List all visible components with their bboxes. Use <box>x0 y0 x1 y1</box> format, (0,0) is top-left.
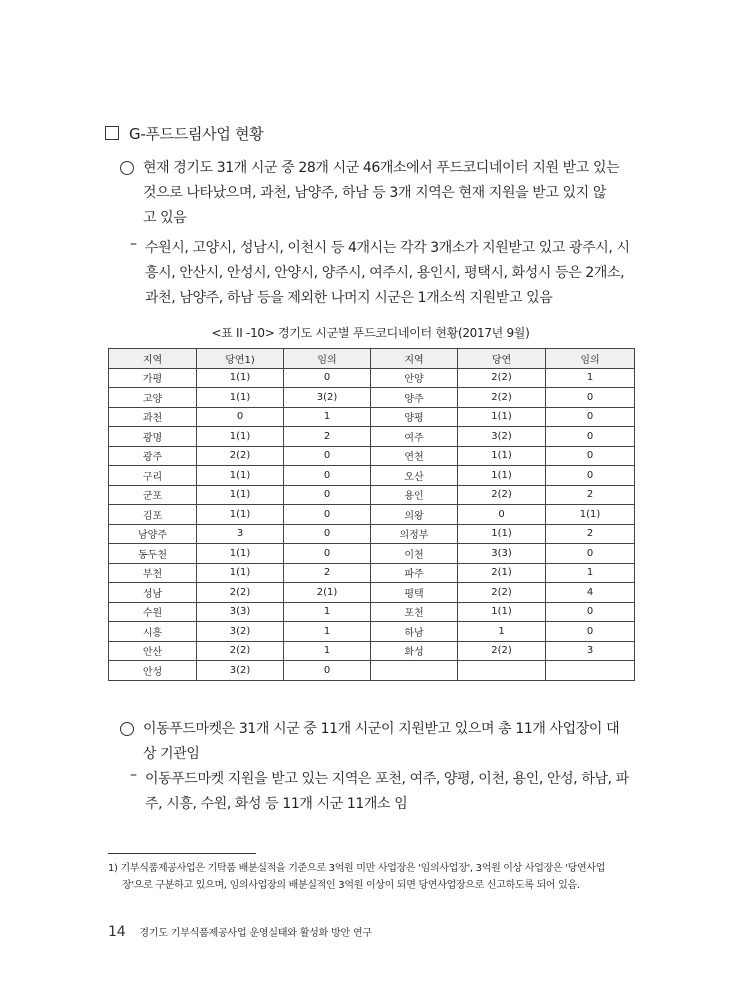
table-cell: 0 <box>284 485 371 505</box>
table-cell: 2(2) <box>458 388 546 408</box>
table-row <box>109 466 635 486</box>
table-row <box>109 505 635 525</box>
table-cell: 0 <box>546 407 635 427</box>
section-title: G-푸드드림사업 현황 <box>129 125 264 143</box>
column-header: 임의 <box>284 349 371 369</box>
table-header-row <box>109 349 635 369</box>
table-cell: 0 <box>284 544 371 564</box>
column-header: 당연1) <box>197 349 284 369</box>
table-cell: 화성 <box>371 641 458 661</box>
table-cell: 2(2) <box>458 583 546 603</box>
table-cell: 3 <box>197 524 284 544</box>
running-title: 경기도 기부식품제공사업 운영실태와 활성화 방안 연구 <box>139 928 372 939</box>
table-cell: 1(1) <box>546 505 635 525</box>
table-cell: 2 <box>546 485 635 505</box>
table-cell: 평택 <box>371 583 458 603</box>
table-cell: 1(1) <box>458 602 546 622</box>
table-cell: 구리 <box>109 466 197 486</box>
table-cell: 0 <box>458 505 546 525</box>
table-cell: 3(2) <box>197 622 284 642</box>
table-cell: 1(1) <box>458 466 546 486</box>
table-cell: 3(2) <box>284 388 371 408</box>
footnote <box>108 860 638 894</box>
table-cell: 1 <box>284 622 371 642</box>
table-cell: 1(1) <box>197 485 284 505</box>
table-cell: 의정부 <box>371 524 458 544</box>
table-cell: 광명 <box>109 427 197 447</box>
table-cell: 양평 <box>371 407 458 427</box>
table-cell: 안산 <box>109 641 197 661</box>
table-cell: 0 <box>284 505 371 525</box>
table-row <box>109 622 635 642</box>
footnote-line: 1) 기부식품제공사업은 기탁품 배분실적을 기준으로 3억원 미만 사업장은 '임의사업장', 3억원 이상 사업장은 '당연사업 <box>108 863 606 874</box>
square-bullet-icon <box>105 126 119 140</box>
table-cell: 1 <box>284 407 371 427</box>
table-cell: 이천 <box>371 544 458 564</box>
paragraph-line: 주, 시흥, 수원, 화성 등 11개 시군 11개소 임 <box>145 796 408 812</box>
table-cell: 2(1) <box>458 563 546 583</box>
table-cell: 의왕 <box>371 505 458 525</box>
table-cell <box>458 661 546 681</box>
table-cell: 2(2) <box>458 641 546 661</box>
table-cell: 0 <box>546 622 635 642</box>
table-cell: 2 <box>546 524 635 544</box>
table-row <box>109 602 635 622</box>
table-row <box>109 563 635 583</box>
table-cell: 안양 <box>371 368 458 388</box>
table-cell: 2(1) <box>284 583 371 603</box>
table-cell: 1 <box>458 622 546 642</box>
table-cell: 하남 <box>371 622 458 642</box>
table-row <box>109 446 635 466</box>
table-cell: 1 <box>546 563 635 583</box>
table-cell: 4 <box>546 583 635 603</box>
table-cell: 용인 <box>371 485 458 505</box>
circle-bullet-icon <box>120 722 134 736</box>
table-cell: 1(1) <box>458 407 546 427</box>
table-row <box>109 524 635 544</box>
table-cell: 광주 <box>109 446 197 466</box>
paragraph-line: 현재 경기도 31개 시군 중 28개 시군 46개소에서 푸드코디네이터 지원 받고 있는 <box>143 160 620 176</box>
table-cell: 3(3) <box>197 602 284 622</box>
table-cell: 김포 <box>109 505 197 525</box>
table-cell: 2(2) <box>458 485 546 505</box>
table-cell: 0 <box>284 524 371 544</box>
paragraph-line: 이동푸드마켓 지원을 받고 있는 지역은 포천, 여주, 양평, 이천, 용인, 안성, 하남, 파 <box>145 771 629 787</box>
paragraph-line: 과천, 남양주, 하남 등을 제외한 나머지 시군은 1개소씩 지원받고 있음 <box>145 290 553 306</box>
food-coordinator-table <box>108 348 635 681</box>
table-cell: 0 <box>284 466 371 486</box>
table-cell: 1(1) <box>197 388 284 408</box>
table-cell <box>546 661 635 681</box>
table-row <box>109 407 635 427</box>
table-cell: 0 <box>546 388 635 408</box>
table-row <box>109 583 635 603</box>
table-cell: 2(2) <box>197 446 284 466</box>
table-cell: 1(1) <box>197 505 284 525</box>
table-cell: 여주 <box>371 427 458 447</box>
table-cell: 2 <box>284 563 371 583</box>
table-cell: 1(1) <box>197 368 284 388</box>
table-cell: 남양주 <box>109 524 197 544</box>
table-cell: 1(1) <box>458 446 546 466</box>
table-cell: 2 <box>284 427 371 447</box>
table-cell: 0 <box>546 466 635 486</box>
table-cell: 2(2) <box>197 583 284 603</box>
paragraph-line: 상 기관임 <box>143 746 200 762</box>
table-cell: 3(3) <box>458 544 546 564</box>
table-cell: 수원 <box>109 602 197 622</box>
section-heading <box>105 123 263 144</box>
table-cell: 1 <box>546 368 635 388</box>
table-cell: 안성 <box>109 661 197 681</box>
sub-paragraph-2 <box>145 767 645 817</box>
table-cell: 0 <box>546 544 635 564</box>
table-cell: 0 <box>284 446 371 466</box>
table-cell: 1(1) <box>197 563 284 583</box>
table-caption: <표 II -10> 경기도 시군별 푸드코디네이터 현황(2017년 9월) <box>211 326 530 340</box>
dash-bullet-icon: – <box>130 767 137 783</box>
dash-bullet-icon: – <box>130 236 137 252</box>
table-cell <box>371 661 458 681</box>
table-cell: 군포 <box>109 485 197 505</box>
table-cell: 1(1) <box>197 544 284 564</box>
table-cell: 가평 <box>109 368 197 388</box>
bullet-paragraph-1 <box>143 156 643 231</box>
table-cell: 3 <box>546 641 635 661</box>
table-cell: 동두천 <box>109 544 197 564</box>
paragraph-line: 수원시, 고양시, 성남시, 이천시 등 4개시는 각각 3개소가 지원받고 있고 광주시, 시 <box>145 240 630 256</box>
sub-paragraph-1 <box>145 236 645 311</box>
table-cell: 과천 <box>109 407 197 427</box>
table-cell: 0 <box>284 368 371 388</box>
table-cell: 0 <box>284 661 371 681</box>
table-cell: 연천 <box>371 446 458 466</box>
table-cell: 성남 <box>109 583 197 603</box>
table-cell: 3(2) <box>197 661 284 681</box>
bullet-paragraph-2 <box>143 717 643 767</box>
table-row <box>109 485 635 505</box>
table-row <box>109 427 635 447</box>
footnote-line: 장'으로 구분하고 있으며, 임의사업장의 배분실적인 3억원 이상이 되면 당연사업장으로 신고하도록 되어 있음. <box>122 880 580 891</box>
footnote-rule <box>108 853 256 854</box>
table-cell: 0 <box>197 407 284 427</box>
paragraph-line: 고 있음 <box>143 210 187 226</box>
table-row <box>109 388 635 408</box>
column-header: 당연 <box>458 349 546 369</box>
column-header: 지역 <box>371 349 458 369</box>
table-cell: 부천 <box>109 563 197 583</box>
table-cell: 3(2) <box>458 427 546 447</box>
table-cell: 1(1) <box>458 524 546 544</box>
table-cell: 1(1) <box>197 466 284 486</box>
table-cell: 1 <box>284 602 371 622</box>
table-row <box>109 641 635 661</box>
table-row <box>109 544 635 564</box>
table-cell: 파주 <box>371 563 458 583</box>
table-cell: 양주 <box>371 388 458 408</box>
table-cell: 1(1) <box>197 427 284 447</box>
table-cell: 1 <box>284 641 371 661</box>
circle-bullet-icon <box>120 161 134 175</box>
table-cell: 시흥 <box>109 622 197 642</box>
column-header: 지역 <box>109 349 197 369</box>
table-cell: 오산 <box>371 466 458 486</box>
table-cell: 2(2) <box>458 368 546 388</box>
table-cell: 포천 <box>371 602 458 622</box>
page-footer <box>108 924 372 940</box>
table-cell: 2(2) <box>197 641 284 661</box>
table-cell: 0 <box>546 446 635 466</box>
paragraph-line: 흥시, 안산시, 안성시, 안양시, 양주시, 여주시, 용인시, 평택시, 화성시 등은 2개소, <box>145 265 625 281</box>
table-cell: 고양 <box>109 388 197 408</box>
table-row <box>109 368 635 388</box>
paragraph-line: 이동푸드마켓은 31개 시군 중 11개 시군이 지원받고 있으며 총 11개 사업장이 대 <box>143 721 620 737</box>
column-header: 임의 <box>546 349 635 369</box>
paragraph-line: 것으로 나타났으며, 과천, 남양주, 하남 등 3개 지역은 현재 지원을 받고 있지 않 <box>143 185 606 201</box>
table-cell: 0 <box>546 427 635 447</box>
table-cell: 0 <box>546 602 635 622</box>
page-number: 14 <box>108 924 126 940</box>
table-row <box>109 661 635 681</box>
